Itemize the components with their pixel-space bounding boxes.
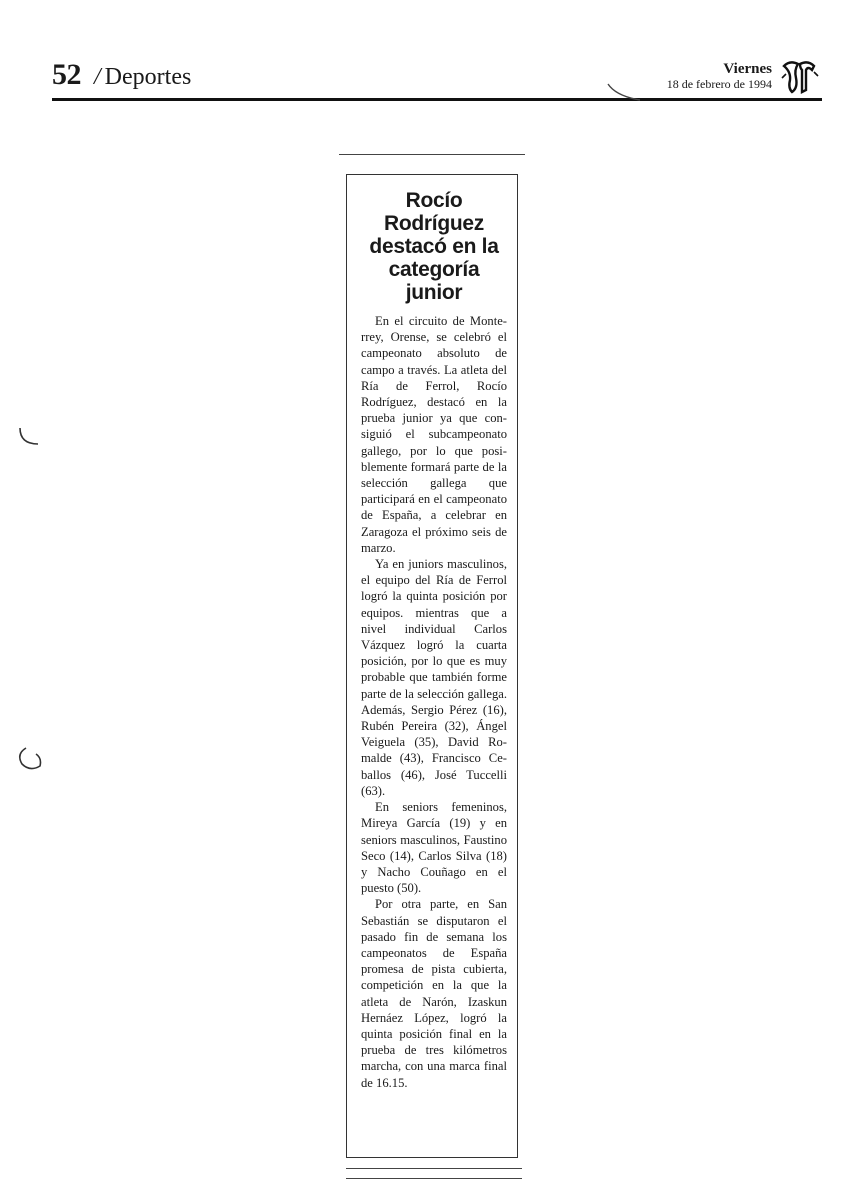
section-label: Deportes: [104, 64, 192, 90]
article-headline: Rocío Rodríguez destacó en la categoría junior: [369, 189, 499, 304]
article-top-rule: [339, 154, 525, 155]
scan-mark-icon: [14, 744, 46, 776]
dateline-day: Viernes: [723, 61, 772, 77]
article-box: [346, 174, 518, 1158]
scan-mark-icon: [14, 424, 44, 450]
newspaper-logo-icon: [778, 58, 820, 96]
article-bottom-rule: [346, 1168, 522, 1169]
page-number: 52: [52, 58, 81, 91]
article-body: [361, 313, 507, 1091]
header-rule: [52, 98, 822, 101]
article-paragraph: En seniors femeninos, Mireya García (19) y en seniors masculinos, Faustino Seco (14), Carlos Silva (18) y Nacho Couñago en el puesto (50).: [361, 800, 507, 896]
page-header: [52, 58, 822, 104]
article-bottom-rule-secondary: [346, 1178, 522, 1179]
article-paragraph: En el circuito de Monterrey, Orense, se celebró el campeonato absoluto de campo a través. La atleta del Ría de Ferrol, Rocío Rodríguez, destacó en la prueba junior ya que consiguió el subcampeonato gallego, por lo que posiblemente formará parte de la selección gallega que participará en el campeonato de España, a celebrar en Zaragoza el próximo seis de marzo.: [361, 314, 507, 555]
article-paragraph: Ya en juniors masculinos, el equipo del Ría de Ferrol logró la quinta posición por equipos. mientras que a nivel individual Carlos Vázquez logró la cuarta posición, por lo que es muy probable que también forme parte de la selección gallega. Además, Sergio Pérez (16), Rubén Pereira (32), Ángel Veiguela (35), David Romalde (43), Francisco Ceballos (46), José Tuccelli (63).: [361, 557, 507, 798]
scan-mark-icon: [606, 80, 646, 104]
dateline-date: 18 de febrero de 1994: [666, 76, 772, 91]
dateline: [667, 62, 772, 90]
section-title: / Deportes: [94, 64, 192, 90]
article-paragraph: Por otra parte, en San Sebastián se disputaron el pasado fin de semana los campeonatos de España promesa de pista cubierta, competición en la que la atleta de Narón, Izaskun Hernáez López, logró la quinta posición final en la prueba de tres kilómetros marcha, con una marca final de 16.15.: [361, 897, 507, 1090]
